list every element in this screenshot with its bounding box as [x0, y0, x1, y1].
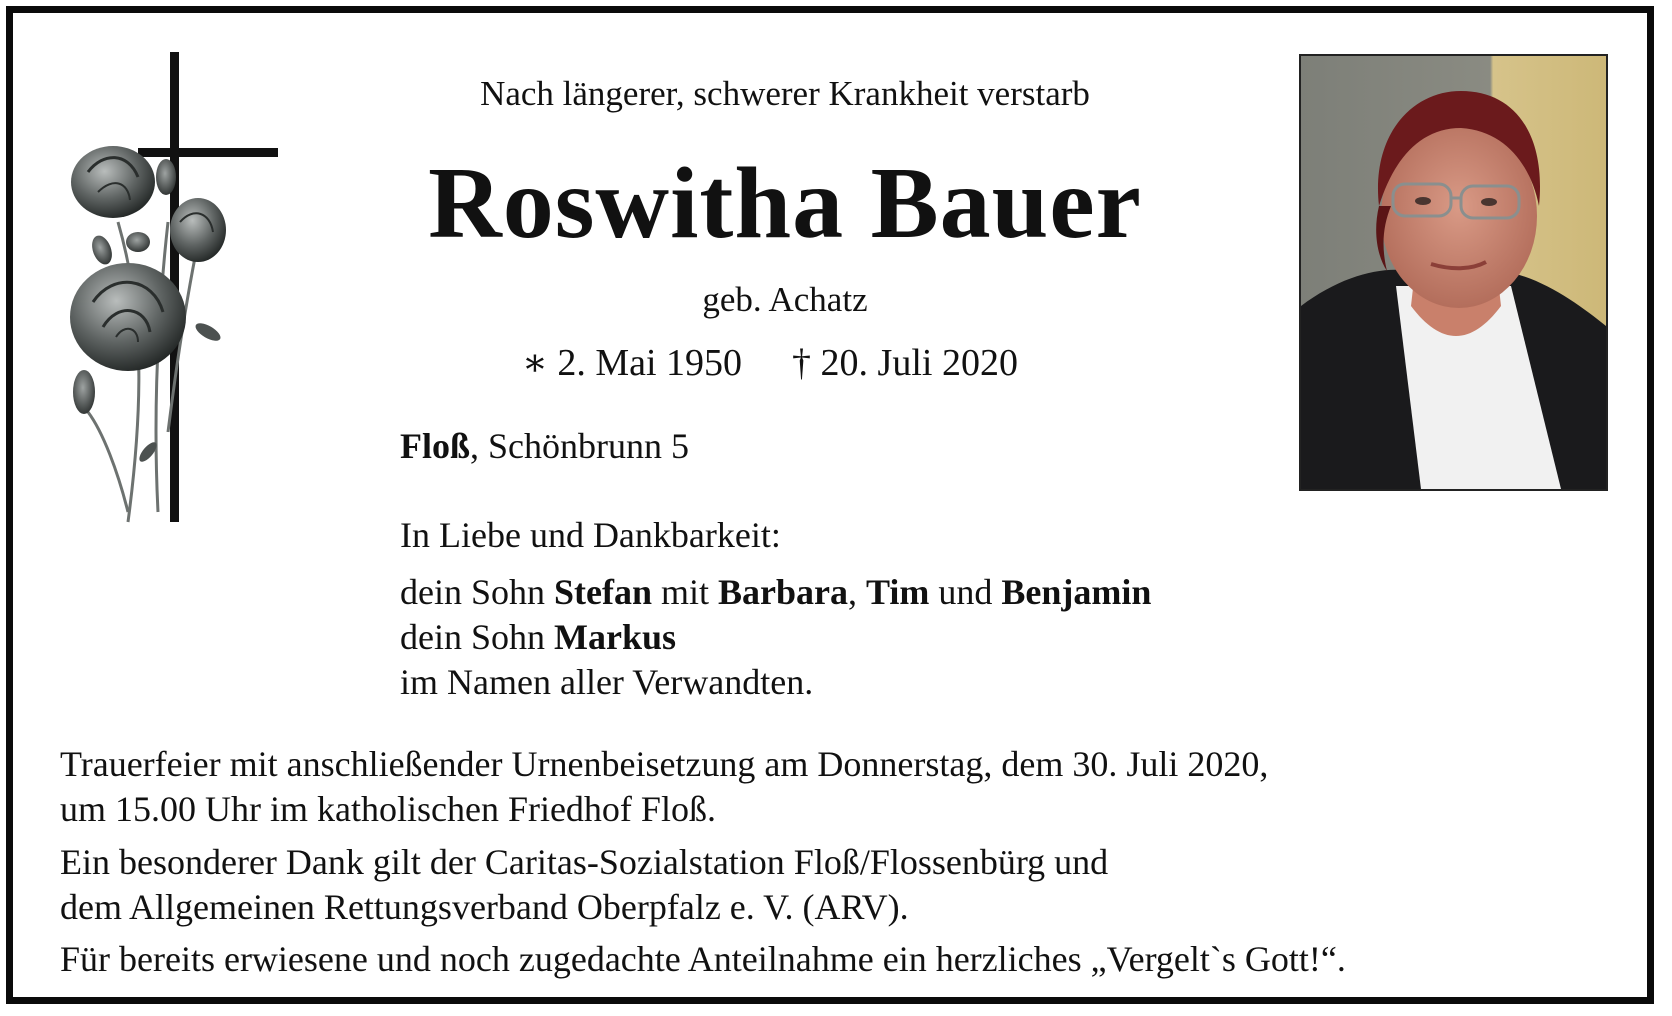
mourner-name: Benjamin: [1001, 572, 1152, 612]
mourner-name: Tim: [866, 572, 930, 612]
deceased-name: Roswitha Bauer: [428, 147, 1142, 260]
thanks-line-1: Ein besonderer Dank gilt der Caritas-Sozialstation Floß/Flossenbürg und: [60, 842, 1109, 882]
mourner-text: und: [929, 572, 1002, 612]
mourners-list: [400, 570, 1151, 705]
maiden-name: geb. Achatz: [702, 280, 868, 319]
residence-street: , Schönbrunn 5: [470, 426, 690, 466]
residence: [400, 425, 689, 467]
mourner-text: dein Sohn: [400, 617, 555, 657]
special-thanks: [60, 840, 1108, 930]
service-line-1: Trauerfeier mit anschließender Urnenbeisetzung am Donnerstag, dem 30. Juli 2020,: [60, 744, 1269, 784]
thanks-heading: In Liebe und Dankbarkeit:: [400, 515, 781, 555]
birth-date: ∗ 2. Mai 1950: [522, 342, 743, 384]
life-dates: [522, 340, 1018, 385]
mourner-text: mit: [652, 572, 719, 612]
funeral-service-info: [60, 742, 1268, 832]
mourner-text: dein Sohn: [400, 572, 555, 612]
residence-town: Floß: [400, 426, 471, 466]
mourner-text: ,: [848, 572, 867, 612]
service-line-2: um 15.00 Uhr im katholischen Friedhof Floß.: [60, 789, 716, 829]
mourners-line-1: [400, 570, 1151, 615]
portrait-image: [1301, 56, 1606, 489]
mourner-name: Markus: [554, 617, 677, 657]
closing-line: Für bereits erwiesene und noch zugedachte Anteilnahme ein herzliches „Vergelt`s Gott!“.: [60, 939, 1346, 979]
death-date: † 20. Juli 2020: [792, 342, 1018, 384]
portrait-photo: [1299, 54, 1608, 491]
mourners-line-3: im Namen aller Verwandten.: [400, 662, 814, 702]
mourners-line-2: [400, 615, 1151, 660]
mourner-name: Barbara: [718, 572, 849, 612]
thanks-line-2: dem Allgemeinen Rettungsverband Oberpfalz e. V. (ARV).: [60, 887, 909, 927]
mourner-name: Stefan: [554, 572, 653, 612]
intro-text: Nach längerer, schwerer Krankheit verstarb: [480, 74, 1090, 113]
